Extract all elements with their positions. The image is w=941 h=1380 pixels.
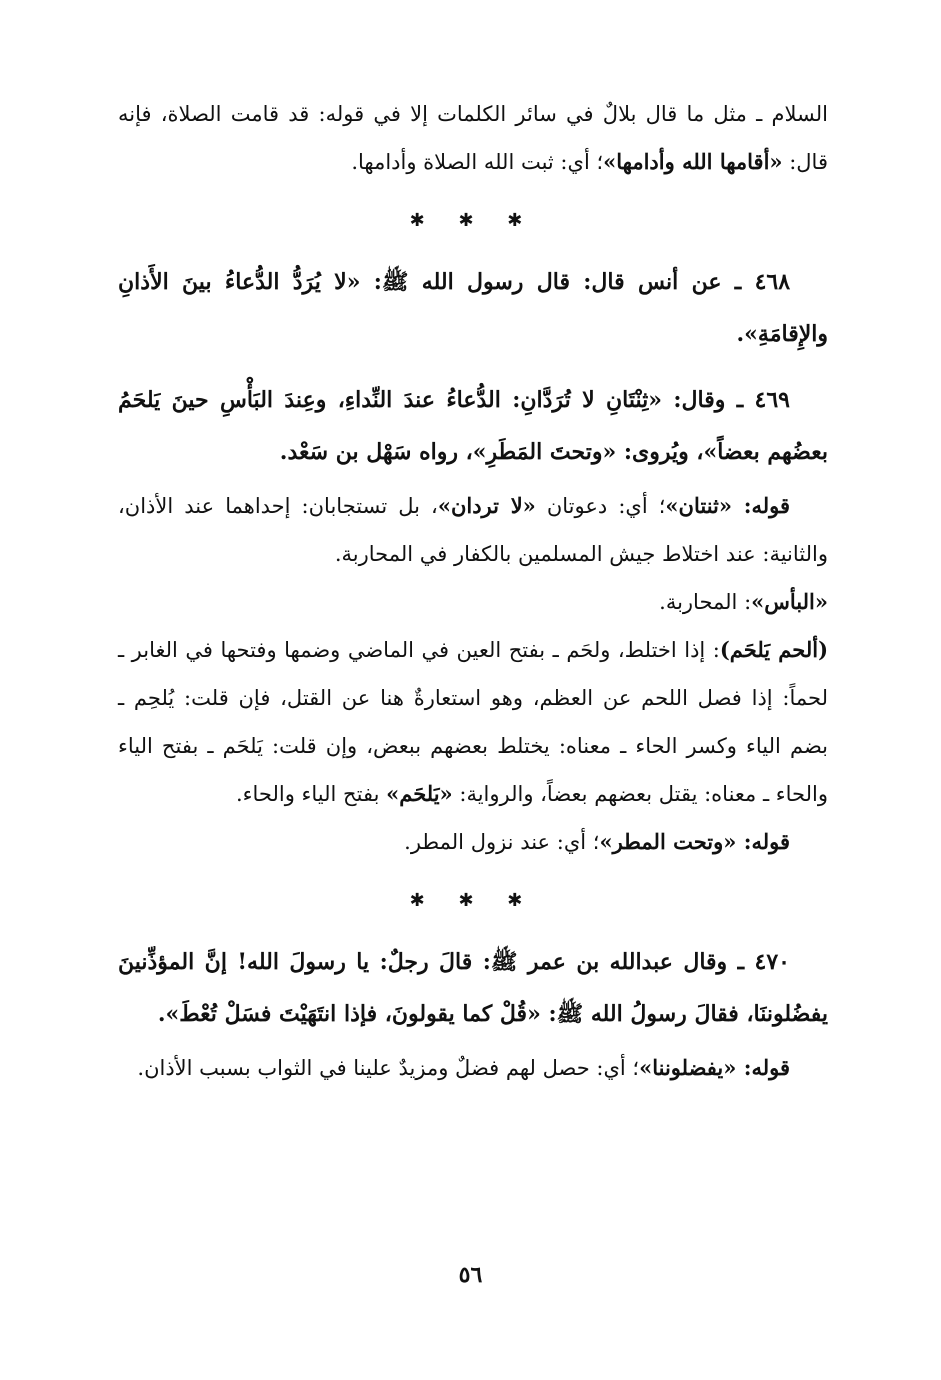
- quote-run: «يفضلوننا»: [639, 1055, 737, 1080]
- text-run: السلام ـ مثل ما قال بلالٌ في سائر الكلمات إلا في قوله: قد قامت الصلاة، فإنه قال:: [118, 102, 828, 174]
- hadith-469: [118, 374, 828, 478]
- commentary-4: [118, 818, 828, 866]
- hadith-text: عن أنس قال: قال رسول الله ﷺ: «لا يُرَدُّ الدُّعاءُ بينَ الأَذانِ والإِقامَةِ».: [118, 269, 828, 347]
- text-run: قوله:: [736, 1055, 790, 1080]
- quote-run: (ألحم يَلحَم): [719, 637, 828, 662]
- text-run: ؛ أي: حصل لهم فضلٌ ومزيدٌ علينا في الثواب بسبب الأذان.: [137, 1056, 640, 1080]
- hadith-text: وقال عبدالله بن عمر ﷺ: قالَ رجلٌ: يا رسولَ الله! إنَّ المؤذِّنينَ يفضُلوننَا، فقالَ رسولُ الله ﷺ: «قُلْ كما يقولونَ، فإذا انتَهَيْتَ فسَلْ تُعْطَ».: [118, 949, 828, 1027]
- text-run: : المحاربة.: [659, 590, 752, 614]
- text-run: ؛ أي: ثبت الله الصلاة وأدامها.: [351, 150, 604, 174]
- text-run: : إذا اختلط، ولحَم ـ بفتح العين في الماضي وضمها وفتحها في الغابر ـ لحماً: إذا فصل اللحم عن العظم، وهو استعارةٌ هنا عن القتل، فإن قلت: يُلحِم ـ بضم الياء وكسر الحاء ـ معناه: يختلط بعضهم ببعض، وإن قلت: يَلحَم ـ بفتح الياء والحاء ـ معناه: يقتل بعضهم بعضاً، والرواية:: [118, 638, 828, 806]
- commentary-2: [118, 578, 828, 626]
- section-divider: ✱ ✱ ✱: [409, 210, 537, 231]
- commentary-5: [118, 1044, 828, 1092]
- quote-run: «ثنتان»: [665, 493, 732, 518]
- hadith-text: وقال: «ثِنْتَانِ لا تُرَدَّانِ: الدُّعاءُ عندَ النِّداءِ، وعِندَ البَأْسِ حينَ يَلحَمُ بعضُهم بعضاً»، ويُروى: «وتحتَ المَطَرِ»، رواه سَهْل بن سَعْد.: [118, 387, 828, 465]
- text-run: بفتح الياء والحاء.: [235, 782, 387, 806]
- quote-run: «البأس»: [751, 589, 828, 614]
- text-run: ؛ أي: عند نزول المطر.: [404, 830, 600, 854]
- page-body: [118, 90, 828, 1092]
- hadith-number: ٤٧٠ ـ: [727, 949, 790, 975]
- paragraph-top: [118, 90, 828, 186]
- commentary-1: [118, 482, 828, 578]
- hadith-number: ٤٦٨ ـ: [721, 269, 791, 295]
- hadith-number: ٤٦٩ ـ: [725, 387, 790, 413]
- text-run: قوله:: [732, 493, 790, 518]
- commentary-3: [118, 626, 828, 818]
- quote-run: «يَلحَم»: [386, 781, 453, 806]
- quote-run: «وتحت المطر»: [599, 829, 737, 854]
- text-run: قوله:: [736, 829, 790, 854]
- hadith-468: [118, 256, 828, 360]
- hadith-470: [118, 936, 828, 1040]
- section-divider: ✱ ✱ ✱: [409, 890, 537, 911]
- page-number: ٥٦: [458, 1262, 483, 1288]
- text-run: ، بل تستجابان: إحداهما عند الأذان، والثانية: عند اختلاط جيش المسلمين بالكفار في المحاربة.: [118, 494, 828, 566]
- quote-run: «أقامها الله وأدامها»: [603, 149, 783, 174]
- spacer: [118, 360, 828, 374]
- quote-run: «لا تردان»: [437, 493, 536, 518]
- text-run: ؛ أي: دعوتان: [535, 494, 666, 518]
